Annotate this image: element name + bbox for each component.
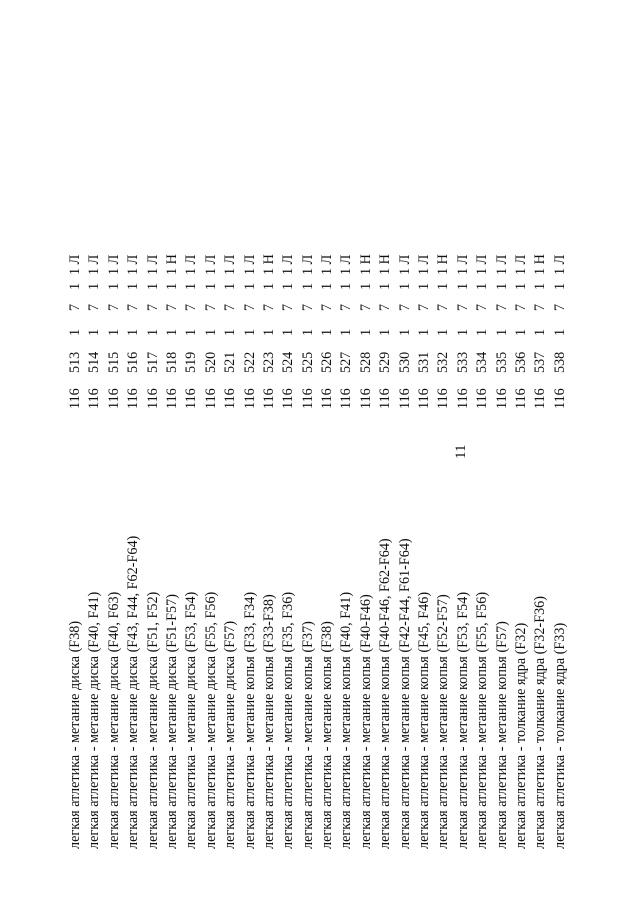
code-cell-c4: 7 xyxy=(280,303,297,311)
discipline-name: легкая атлетика - метание диска (F40, F41) xyxy=(86,591,103,849)
code-cell-c3: 1 xyxy=(338,328,355,336)
code-cell-c5: 1 xyxy=(222,282,239,290)
code-cell-c1: 116 xyxy=(105,388,122,409)
code-cell-c6: 1 Л xyxy=(319,254,336,275)
table-row xyxy=(182,29,201,849)
code-cell-c4: 7 xyxy=(357,303,374,311)
code-cell-c6: 1 Н xyxy=(435,254,452,275)
code-cell-c1: 116 xyxy=(338,388,355,409)
code-cell-c5: 1 xyxy=(241,282,258,290)
code-cell-c1: 116 xyxy=(202,388,219,409)
table-row xyxy=(512,29,531,849)
code-cell-c6: 1 Л xyxy=(454,254,471,275)
code-cell-c1: 116 xyxy=(222,388,239,409)
code-cell-c6: 1 Л xyxy=(105,254,122,275)
code-cell-c5: 1 xyxy=(260,282,277,290)
table-row xyxy=(357,29,376,849)
code-cell-c1: 116 xyxy=(241,388,258,409)
discipline-name: легкая атлетика - метание копья (F37) xyxy=(299,621,316,849)
code-cell-c2: 529 xyxy=(377,351,394,373)
code-cell-c6: 1 Л xyxy=(474,254,491,275)
code-cell-c4: 7 xyxy=(396,303,413,311)
code-cell-c5: 1 xyxy=(105,282,122,290)
code-cell-c3: 1 xyxy=(474,328,491,336)
code-cell-c2: 520 xyxy=(202,351,219,373)
code-cell-c3: 1 xyxy=(241,328,258,336)
code-cell-c6: 1 Л xyxy=(144,254,161,275)
code-cell-c2: 533 xyxy=(454,351,471,373)
code-cell-c6: 1 Л xyxy=(125,254,142,275)
discipline-name: легкая атлетика - метание копья (F55, F56) xyxy=(474,591,491,849)
code-cell-c2: 521 xyxy=(222,351,239,373)
code-cell-c4: 7 xyxy=(493,303,510,311)
code-cell-c4: 7 xyxy=(202,303,219,311)
code-cell-c2: 522 xyxy=(241,351,258,373)
code-cell-c2: 538 xyxy=(551,351,568,373)
table-row xyxy=(66,29,85,849)
code-cell-c6: 1 Л xyxy=(338,254,355,275)
code-cell-c6: 1 Н xyxy=(377,254,394,275)
discipline-name: легкая атлетика - толкание ядра (F33) xyxy=(551,622,568,849)
code-cell-c3: 1 xyxy=(319,328,336,336)
code-cell-c1: 116 xyxy=(493,388,510,409)
code-cell-c5: 1 xyxy=(454,282,471,290)
code-cell-c2: 517 xyxy=(144,351,161,373)
discipline-name: легкая атлетика - метание диска (F51, F52) xyxy=(144,591,161,849)
code-cell-c5: 1 xyxy=(435,282,452,290)
discipline-name: легкая атлетика - метание копья (F45, F46) xyxy=(416,591,433,849)
table-row xyxy=(221,29,240,849)
code-cell-c3: 1 xyxy=(260,328,277,336)
code-cell-c5: 1 xyxy=(474,282,491,290)
code-cell-c6: 1 Л xyxy=(202,254,219,275)
code-cell-c4: 7 xyxy=(125,303,142,311)
code-cell-c3: 1 xyxy=(183,328,200,336)
code-cell-c6: 1 Л xyxy=(493,254,510,275)
table-row xyxy=(454,29,473,849)
code-cell-c1: 116 xyxy=(144,388,161,409)
discipline-name: легкая атлетика - метание диска (F38) xyxy=(67,620,83,849)
table-row xyxy=(202,29,221,849)
discipline-name: легкая атлетика - метание копья (F57) xyxy=(493,621,510,849)
discipline-name: легкая атлетика - метание копья (F35, F36) xyxy=(280,591,297,849)
code-cell-c1: 116 xyxy=(260,388,277,409)
code-cell-c2: 515 xyxy=(105,351,122,373)
code-cell-c2: 530 xyxy=(396,351,413,373)
code-cell-c1: 116 xyxy=(532,388,549,409)
code-cell-c2: 513 xyxy=(67,351,83,373)
code-cell-c4: 7 xyxy=(474,303,491,311)
code-cell-c5: 1 xyxy=(357,282,374,290)
discipline-name: легкая атлетика - метание диска (F43, F44, F62-F64) xyxy=(125,535,142,849)
table-row xyxy=(105,29,124,849)
code-cell-c6: 1 Л xyxy=(299,254,316,275)
code-cell-c3: 1 xyxy=(202,328,219,336)
code-cell-c3: 1 xyxy=(163,328,180,336)
code-cell-c1: 116 xyxy=(474,388,491,409)
discipline-name: легкая атлетика - толкание ядра (F32-F36) xyxy=(532,596,549,849)
code-cell-c6: 1 Л xyxy=(183,254,200,275)
code-cell-c6: 1 Л xyxy=(67,254,83,275)
discipline-name: легкая атлетика - метание копья (F40, F41) xyxy=(338,591,355,849)
code-cell-c2: 527 xyxy=(338,351,355,373)
code-cell-c3: 1 xyxy=(67,328,83,336)
code-cell-c2: 531 xyxy=(416,351,433,373)
discipline-name: легкая атлетика - метание копья (F52-F57) xyxy=(435,594,452,849)
code-cell-c5: 1 xyxy=(299,282,316,290)
code-cell-c3: 1 xyxy=(416,328,433,336)
code-cell-c3: 1 xyxy=(396,328,413,336)
table-row xyxy=(396,29,415,849)
table-row xyxy=(260,29,279,849)
code-cell-c3: 1 xyxy=(144,328,161,336)
code-cell-c5: 1 xyxy=(396,282,413,290)
code-cell-c4: 7 xyxy=(512,303,529,311)
table-row xyxy=(473,29,492,849)
code-cell-c6: 1 Н xyxy=(357,254,374,275)
discipline-name: легкая атлетика - метание диска (F55, F56) xyxy=(202,591,219,849)
code-cell-c1: 116 xyxy=(377,388,394,409)
code-cell-c1: 116 xyxy=(551,388,568,409)
table-row xyxy=(434,29,453,849)
code-cell-c1: 116 xyxy=(454,388,471,409)
code-cell-c2: 528 xyxy=(357,351,374,373)
code-cell-c5: 1 xyxy=(163,282,180,290)
code-cell-c2: 519 xyxy=(183,351,200,373)
code-cell-c3: 1 xyxy=(222,328,239,336)
code-cell-c2: 534 xyxy=(474,351,491,373)
code-cell-c4: 7 xyxy=(532,303,549,311)
code-cell-c4: 7 xyxy=(105,303,122,311)
code-cell-c1: 116 xyxy=(163,388,180,409)
code-cell-c5: 1 xyxy=(280,282,297,290)
code-cell-c4: 7 xyxy=(299,303,316,311)
table-row xyxy=(241,29,260,849)
code-cell-c2: 514 xyxy=(86,351,103,373)
code-cell-c5: 1 xyxy=(319,282,336,290)
code-cell-c5: 1 xyxy=(551,282,568,290)
table-row xyxy=(318,29,337,849)
code-cell-c5: 1 xyxy=(125,282,142,290)
table-row xyxy=(299,29,318,849)
code-cell-c6: 1 Л xyxy=(280,254,297,275)
table-row xyxy=(415,29,434,849)
code-cell-c3: 1 xyxy=(551,328,568,336)
discipline-name: легкая атлетика - метание копья (F53, F54) xyxy=(454,591,471,849)
code-cell-c2: 518 xyxy=(163,351,180,373)
code-cell-c6: 1 Н xyxy=(260,254,277,275)
table-row xyxy=(163,29,182,849)
discipline-name: легкая атлетика - метание диска (F53, F54) xyxy=(183,591,200,849)
code-cell-c1: 116 xyxy=(396,388,413,409)
code-cell-c5: 1 xyxy=(202,282,219,290)
code-cell-c6: 1 Л xyxy=(512,254,529,275)
code-cell-c4: 7 xyxy=(183,303,200,311)
code-cell-c2: 516 xyxy=(125,351,142,373)
table-row xyxy=(531,29,550,849)
table-row xyxy=(85,29,104,849)
code-cell-c6: 1 Н xyxy=(532,254,549,275)
code-cell-c3: 1 xyxy=(454,328,471,336)
code-cell-c3: 1 xyxy=(86,328,103,336)
code-cell-c3: 1 xyxy=(493,328,510,336)
code-cell-c4: 7 xyxy=(222,303,239,311)
code-cell-c1: 116 xyxy=(435,388,452,409)
code-cell-c6: 1 Л xyxy=(396,254,413,275)
code-cell-c4: 7 xyxy=(454,303,471,311)
code-cell-c2: 532 xyxy=(435,351,452,373)
code-cell-c5: 1 xyxy=(183,282,200,290)
page-number: 11 xyxy=(453,444,469,459)
discipline-name: легкая атлетика - метание копья (F33-F38) xyxy=(260,594,277,849)
code-cell-c6: 1 Н xyxy=(163,254,180,275)
discipline-name: легкая атлетика - метание диска (F57) xyxy=(222,620,239,849)
table-row xyxy=(279,29,298,849)
code-cell-c6: 1 Л xyxy=(416,254,433,275)
code-cell-c2: 536 xyxy=(512,351,529,373)
code-cell-c4: 7 xyxy=(163,303,180,311)
discipline-name: легкая атлетика - метание копья (F38) xyxy=(319,621,336,849)
discipline-name: легкая атлетика - толкание ядра (F32) xyxy=(512,622,529,849)
code-cell-c1: 116 xyxy=(416,388,433,409)
discipline-name: легкая атлетика - метание диска (F51-F57) xyxy=(163,594,180,849)
discipline-name: легкая атлетика - метание копья (F42-F44, F61-F64) xyxy=(396,538,413,849)
code-cell-c2: 535 xyxy=(493,351,510,373)
code-cell-c5: 1 xyxy=(377,282,394,290)
code-cell-c1: 116 xyxy=(357,388,374,409)
code-cell-c1: 116 xyxy=(183,388,200,409)
discipline-name: легкая атлетика - метание диска (F40, F63) xyxy=(105,591,122,849)
code-cell-c5: 1 xyxy=(338,282,355,290)
code-cell-c3: 1 xyxy=(280,328,297,336)
code-cell-c3: 1 xyxy=(377,328,394,336)
code-cell-c4: 7 xyxy=(241,303,258,311)
code-cell-c6: 1 Л xyxy=(241,254,258,275)
discipline-name: легкая атлетика - метание копья (F40-F46, F62-F64) xyxy=(377,538,394,849)
code-cell-c6: 1 Л xyxy=(222,254,239,275)
code-cell-c2: 537 xyxy=(532,351,549,373)
code-cell-c4: 7 xyxy=(377,303,394,311)
code-cell-c4: 7 xyxy=(551,303,568,311)
code-cell-c3: 1 xyxy=(125,328,142,336)
code-cell-c1: 116 xyxy=(319,388,336,409)
code-cell-c4: 7 xyxy=(260,303,277,311)
table-row xyxy=(337,29,356,849)
code-cell-c4: 7 xyxy=(435,303,452,311)
code-cell-c5: 1 xyxy=(67,282,83,290)
code-cell-c4: 7 xyxy=(416,303,433,311)
code-cell-c6: 1 Л xyxy=(86,254,103,275)
code-cell-c2: 524 xyxy=(280,351,297,373)
code-cell-c1: 116 xyxy=(86,388,103,409)
code-cell-c5: 1 xyxy=(86,282,103,290)
code-cell-c1: 116 xyxy=(67,388,83,409)
discipline-name: легкая атлетика - метание копья (F33, F34) xyxy=(241,591,258,849)
table-row xyxy=(376,29,395,849)
code-cell-c1: 116 xyxy=(280,388,297,409)
code-cell-c1: 116 xyxy=(299,388,316,409)
code-cell-c4: 7 xyxy=(319,303,336,311)
code-cell-c4: 7 xyxy=(338,303,355,311)
code-cell-c2: 523 xyxy=(260,351,277,373)
code-cell-c3: 1 xyxy=(299,328,316,336)
code-cell-c4: 7 xyxy=(144,303,161,311)
code-cell-c5: 1 xyxy=(512,282,529,290)
code-cell-c2: 525 xyxy=(299,351,316,373)
code-cell-c3: 1 xyxy=(532,328,549,336)
code-cell-c5: 1 xyxy=(416,282,433,290)
table-row xyxy=(493,29,512,849)
table-row xyxy=(144,29,163,849)
code-cell-c3: 1 xyxy=(512,328,529,336)
code-cell-c5: 1 xyxy=(144,282,161,290)
table-row xyxy=(551,29,570,849)
table-row xyxy=(124,29,143,849)
code-cell-c5: 1 xyxy=(493,282,510,290)
code-cell-c4: 7 xyxy=(67,303,83,311)
code-cell-c1: 116 xyxy=(125,388,142,409)
discipline-name: легкая атлетика - метание копья (F40-F46) xyxy=(357,594,374,849)
sport-codes-table xyxy=(66,29,570,849)
code-cell-c5: 1 xyxy=(532,282,549,290)
code-cell-c6: 1 Л xyxy=(551,254,568,275)
code-cell-c3: 1 xyxy=(105,328,122,336)
code-cell-c3: 1 xyxy=(435,328,452,336)
code-cell-c2: 526 xyxy=(319,351,336,373)
code-cell-c3: 1 xyxy=(357,328,374,336)
code-cell-c4: 7 xyxy=(86,303,103,311)
code-cell-c1: 116 xyxy=(512,388,529,409)
